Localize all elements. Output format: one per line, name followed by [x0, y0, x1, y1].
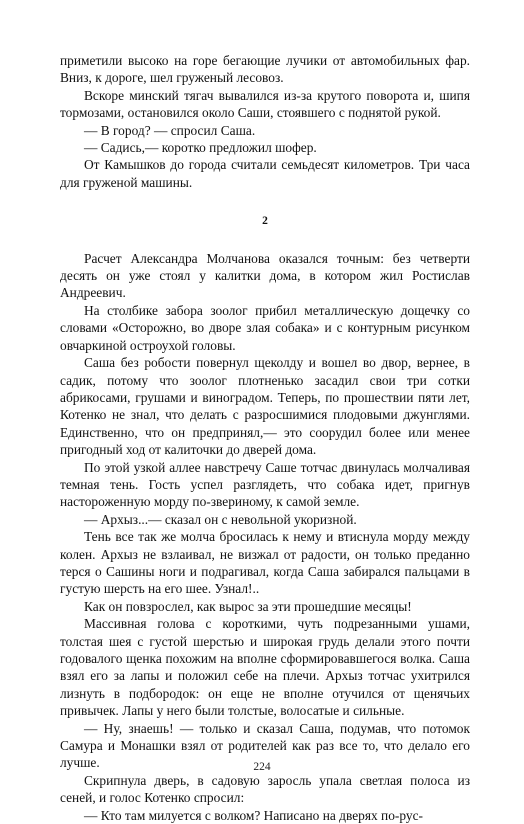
paragraph: Скрипнула дверь, в садовую заросль упала светлая полоса из сеней, и голос Котенко спросил:	[60, 772, 470, 806]
paragraph: По этой узкой аллее навстречу Саше тотчас двинулась молчаливая темная тень. Гость успел разглядеть, что собака идет, пригнув настороженную морду по-звериному, к самой земле.	[60, 459, 470, 510]
paragraph: Как он повзрослел, как вырос за эти прошедшие месяцы!	[84, 598, 412, 614]
book-page	[60, 52, 470, 824]
paragraph: Расчет Александра Молчанова оказался точным: без четверти десять он уже стоял у калитки дома, в котором жил Ростислав Андреевич.	[60, 250, 470, 301]
page-number: 224	[253, 761, 271, 773]
dialogue-line: — Ну, знаешь! — только и сказал Саша, подумав, что потомок Самура и Монашки взял от родителей как раз все то, что делало его лучше.	[60, 720, 470, 771]
dialogue-line: — Садись,— коротко предложил шофер.	[84, 140, 317, 156]
paragraph: От Камышков до города считали семьдесят километров. Три часа для груженой машины.	[60, 157, 470, 190]
chapter-number: 2	[262, 215, 268, 228]
paragraph: Тень все так же молча бросилась к нему и втиснула морду между колен. Архыз не взлаивал, не визжал от радости, он только преданно терся о Сашины ноги и подрагивал, когда Саша забирался пальцами в густую шерсть на его шее. Узнал!..	[60, 529, 470, 597]
paragraph: На столбике забора зоолог прибил металлическую дощечку со словами «Осторожно, во дворе злая собака» и с контурным рисунком овчаркиной остроухой головы.	[60, 302, 470, 353]
paragraph: Вскоре минский тягач вывалился из-за крутого поворота и, шипя тормозами, остановился около Саши, стоявшего с поднятой рукой.	[60, 87, 470, 121]
dialogue-line: — В город? — спросил Саша.	[84, 122, 256, 138]
paragraph-continued: приметили высоко на горе бегающие лучики от автомобильных фар. Вниз, к дороге, шел груженый лесовоз.	[60, 53, 470, 86]
dialogue-line: — Кто там милуется с волком? Написано на дверях по-рус-	[84, 807, 423, 823]
paragraph: Массивная голова с короткими, чуть подрезанными ушами, толстая шея с густой шерстью и широкая грудь делали этого почти годовалого щенка похожим на вполне сформировавшегося волка. Саша взял его за лапы и положил себе на плечи. Архыз тотчас ухитрился лизнуть в подбородок: он еще не вполне отучился от щенячьих привычек. Лапы у него были толстые, волосатые и сильные.	[60, 616, 470, 719]
dialogue-line: — Архыз...— сказал он с невольной укоризной.	[84, 511, 357, 527]
paragraph: Саша без робости повернул щеколду и вошел во двор, вернее, в садик, потому что зоолог плотненько засадил свои три сотки абрикосами, грушами и виноградом. Теперь, по прошествии пяти лет, Котенко не знал, что делать с разросшимися плодовыми джунглями. Единственно, что он предпринял,— это соорудил более или менее пригодный ход от калиточки до дверей дома.	[60, 355, 470, 458]
